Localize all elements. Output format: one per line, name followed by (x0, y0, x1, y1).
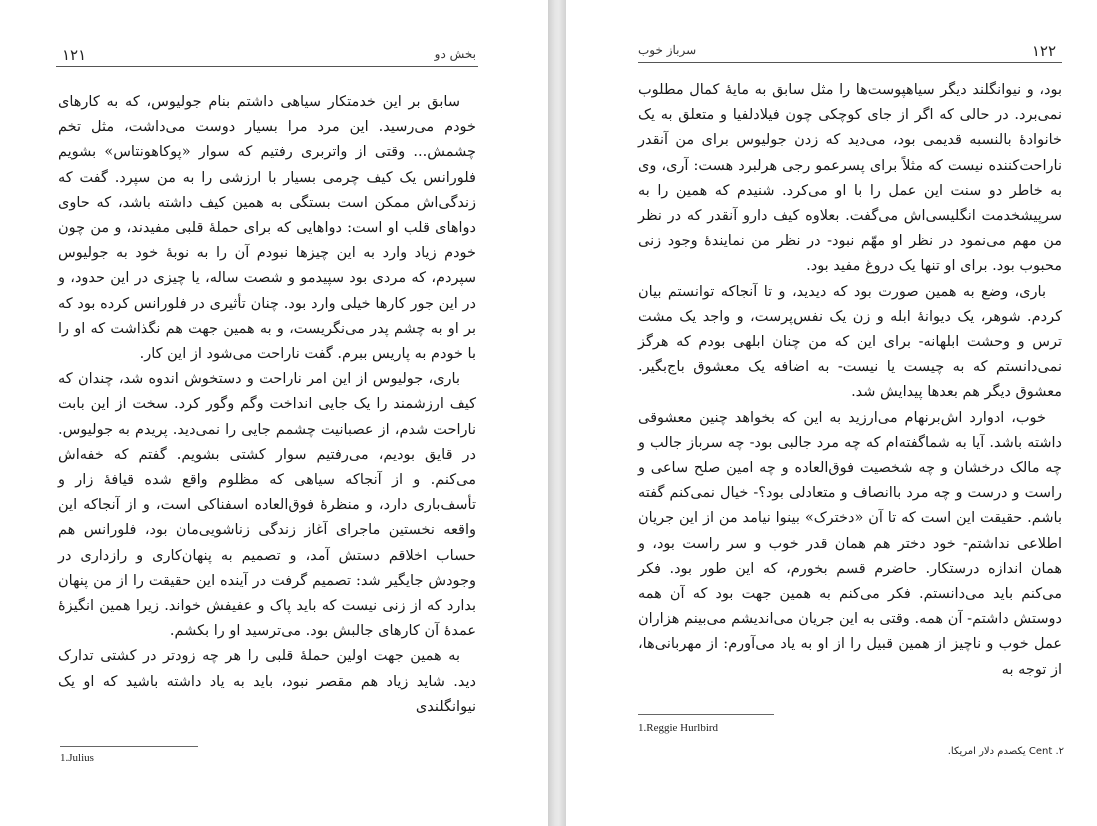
right-header-rule (638, 62, 1062, 63)
left-page (0, 0, 548, 826)
left-paragraph-1: سابق بر این خدمتکار سیاهی داشتم بنام جولیوس، که به کارهای خودم می‌رسید. این مرد مرا بسیار دوست می‌داشت، مثل تخم چشمش... وقتی از واتربری رفتیم که سوار «پوکاهونتاس» بشویم فلورانس یک کیف چرمی بسیار با ارزشی را به من سپرد. گفت که زندگی‌اش ممکن است بستگی به همین کیف داشته باشد، که حاوی دواهای قلب او است: دواهایی که برای حملهٔ قلبی مفیدند، و من چون خودم زیاد وارد به این چیزها نبودم آن را به نوبهٔ خود به جولیوس سپردم، که مردی بود سپیدمو و شصت ساله، یا چیزی در این حدود، و در این جور کارها خیلی وارد بود. چنان تأثیری در فلورانس کرده بود که بر او به چشم پدر می‌نگریست، و به همین جهت هم نگذاشت که او را با خودم به پاریس ببرم. گفت ناراحت می‌شود از این کار. (58, 94, 476, 363)
right-paragraph-2: باری، وضع به همین صورت بود که دیدید، و تا آنجاکه توانستم بیان کردم. شوهر، یک دیوانهٔ ابله و زن یک نفس‌پرست، و واجد یک مشت ترس و وحشت ابلهانه- برای این که من چنان ابلهی بودم که هرگز نمی‌دانستم که به چیست یا نیست- به اضافه یک معشوق باج‌بگیر. معشوق دیگر هم بعدها پیدایش شد. (638, 283, 1062, 401)
right-body-text (638, 78, 1062, 683)
left-footnote-rule (60, 746, 198, 747)
left-paragraph-3: به همین جهت اولین حملهٔ قلبی را هر چه زودتر در کشتی تدارک دید. شاید زیاد هم مقصر نبود، باید به یاد داشته باشید که او یک نیوانگلندی (58, 648, 476, 715)
left-page-number: ۱۲۱ (62, 46, 87, 64)
right-footnote-fa: ۲. Cent یکصدم دلار امریکا. (947, 746, 1064, 757)
left-footnote: 1.Julius (60, 752, 94, 764)
right-footnote-rule (638, 714, 774, 715)
right-page (566, 0, 1097, 826)
left-running-title: بخش دو (434, 47, 476, 61)
right-footnote-en: 1.Reggie Hurlbird (638, 722, 719, 734)
left-body-text (58, 90, 476, 720)
right-running-head (638, 40, 1062, 62)
right-paragraph-1: بود، و نیوانگلند دیگر سیاهپوست‌ها را مثل سابق به مایهٔ کمال مطلوب نمی‌برد. در حالی که اگر از جای کوچکی چون فیلادلفیا و متعلق به یک خانوادهٔ بالنسبه قدیمی بود، می‌دید که زدن جولیوس برای من آنقدر ناراحت‌کننده نیست که مثلاً برای پسرعمو رجی هرلبرد هست: آری، وی به خاطر دو سنت این عمل را با او می‌کرد. شنیدم که همین را به سرپیشخدمت انگلیسی‌اش می‌گفت. بعلاوه کیف دارو آنقدر که در نظر من مهم می‌نمود در نظر او مهّم نبود- در نظر من نمایندهٔ وجود زنی محبوب بود. برای او تنها یک دروغ مفید بود. (638, 82, 1062, 275)
right-running-title: سرباز خوب (638, 43, 697, 57)
left-header-rule (56, 66, 478, 67)
left-paragraph-2: باری، جولیوس از این امر ناراحت و دستخوش اندوه شد، چندان که کیف ارزشمند را یک جایی انداخت وگم وگور کرد. سخت از این بابت ناراحت شدم، از عصبانیت چشمم جایی را نمی‌دید. پریدم به جولیوس. در قایق بودیم، می‌رفتیم سوار کشتی بشویم. گفتم که خفه‌اش می‌کنم. و از آنجاکه سیاهی که مظلوم واقع شده قیافهٔ زار و تأسف‌باری دارد، و منظرهٔ فوق‌العاده اسفناکی است، و از آنجاکه این واقعه نخستین ماجرای آغاز زندگی زناشویی‌مان بود، فلورانس هم حساب اخلاقم دستش آمد، و تصمیم به پنهان‌کاری و رازداری در وجودش جایگیر شد: تصمیم گرفت در آینده این حقیقت را از من پنهان بدارد که از زنی نیست که باید پاک و عفیفش خواند. زیرا همین انگیزهٔ عمدهٔ آن کارهای جالبش بود. می‌ترسید او را بکشم. (58, 371, 476, 640)
book-gutter (548, 0, 566, 826)
left-running-head (56, 44, 478, 66)
right-page-number: ۱۲۲ (1031, 42, 1056, 60)
right-paragraph-3: خوب، ادوارد اش‌برنهام می‌ارزید به این که بخواهد چنین معشوقی داشته باشد. آیا به شماگفته‌ام که چه مرد جالبی بود- چه سرباز جالب و چه مالک درخشان و چه شخصیت فوق‌العاده و چه امین صلح ساعی و راست و درست و چه مرد باانصاف و متعادلی بود؟- خیال نمی‌کنم گفته باشم. حقیقت این است که تا آن «دخترک» بینوا نیامد من از این جریان اطلاعی نداشتم- خود دختر هم همان قدر خوب و سر راست بود، و همان اندازه درستکار. حاضرم قسم بخورم، که این طور بود. فکر می‌کنم باید می‌دانستم. فکر می‌کنم به همین جهت بود که آن همه دوستش داشتم- آن همه. وقتی به این جریان می‌اندیشم می‌بینم هزاران عمل خوب و ناچیز از همین قبیل را از او به یاد می‌آورم: از مهربانی‌ها، از توجه به (638, 409, 1062, 678)
